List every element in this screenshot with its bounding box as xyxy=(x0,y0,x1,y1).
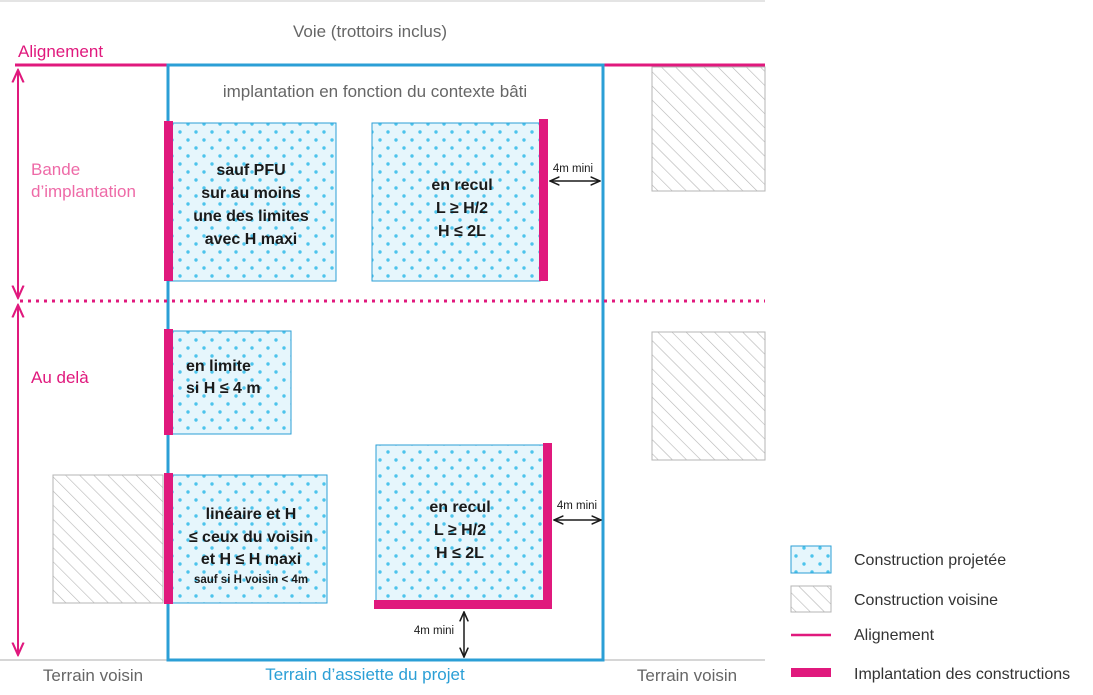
bottom-label-center: Terrain d’assiette du projet xyxy=(265,665,465,684)
box2-line-2: L ≥ H/2 xyxy=(435,200,489,217)
box1-line-1: sauf PFU xyxy=(216,162,286,179)
box5-line-3: H ≤ 2L xyxy=(436,545,484,562)
legend-label-alignment: Alignement xyxy=(854,627,935,644)
box4-line-1: linéaire et H xyxy=(205,506,297,523)
box3-line-2: si H ≤ 4 m xyxy=(186,380,261,397)
box5-line-1: en recul xyxy=(429,499,491,516)
dimension-label-1: 4m mini xyxy=(552,163,594,175)
box4-line-2: ≤ ceux du voisin xyxy=(188,529,314,546)
implantation-bar-1 xyxy=(164,121,173,281)
implantation-bar-5-side xyxy=(543,443,552,609)
beyond-label: Au delà xyxy=(31,368,89,387)
implantation-bar-3 xyxy=(164,329,173,435)
box1-line-4: avec H maxi xyxy=(204,231,298,248)
box3-line-1: en limite xyxy=(186,358,251,375)
band-label-2: d’implantation xyxy=(31,182,136,201)
legend xyxy=(791,546,1070,683)
box1-line-3: une des limites xyxy=(193,208,309,225)
road-label: Voie (trottoirs inclus) xyxy=(293,22,447,41)
neighbor-construction-right-top xyxy=(652,67,765,191)
legend-swatch-projected xyxy=(791,546,831,573)
box5-line-2: L ≥ H/2 xyxy=(433,522,487,539)
alignment-label: Alignement xyxy=(18,42,104,61)
legend-swatch-implantation xyxy=(791,668,831,677)
legend-label-neighbor: Construction voisine xyxy=(854,592,999,609)
construction-box-1 xyxy=(168,123,336,281)
context-label: implantation en fonction du contexte bâti xyxy=(222,82,528,101)
dimension-label-2: 4m mini xyxy=(556,500,598,512)
legend-label-projected: Construction projetée xyxy=(854,552,1007,569)
box4-note: sauf si H voisin < 4m xyxy=(193,574,309,586)
dimension-label-3: 4m mini xyxy=(413,625,455,637)
implantation-bar-4 xyxy=(164,473,173,604)
bottom-label-right: Terrain voisin xyxy=(636,666,738,685)
box2-line-1: en recul xyxy=(431,177,493,194)
legend-label-implantation: Implantation des constructions xyxy=(854,666,1071,683)
neighbor-construction-left xyxy=(53,475,163,603)
implantation-bar-2 xyxy=(539,119,548,281)
band-label-1: Bande xyxy=(31,160,81,179)
implantation-bar-5-bottom xyxy=(374,600,552,609)
neighbor-construction-right-mid xyxy=(652,332,765,460)
bottom-label-left: Terrain voisin xyxy=(42,666,144,685)
box4-line-3: et H ≤ H maxi xyxy=(200,551,302,568)
box2-line-3: H ≤ 2L xyxy=(438,223,486,240)
legend-swatch-neighbor xyxy=(791,586,831,612)
box1-line-2: sur au moins xyxy=(201,185,301,202)
